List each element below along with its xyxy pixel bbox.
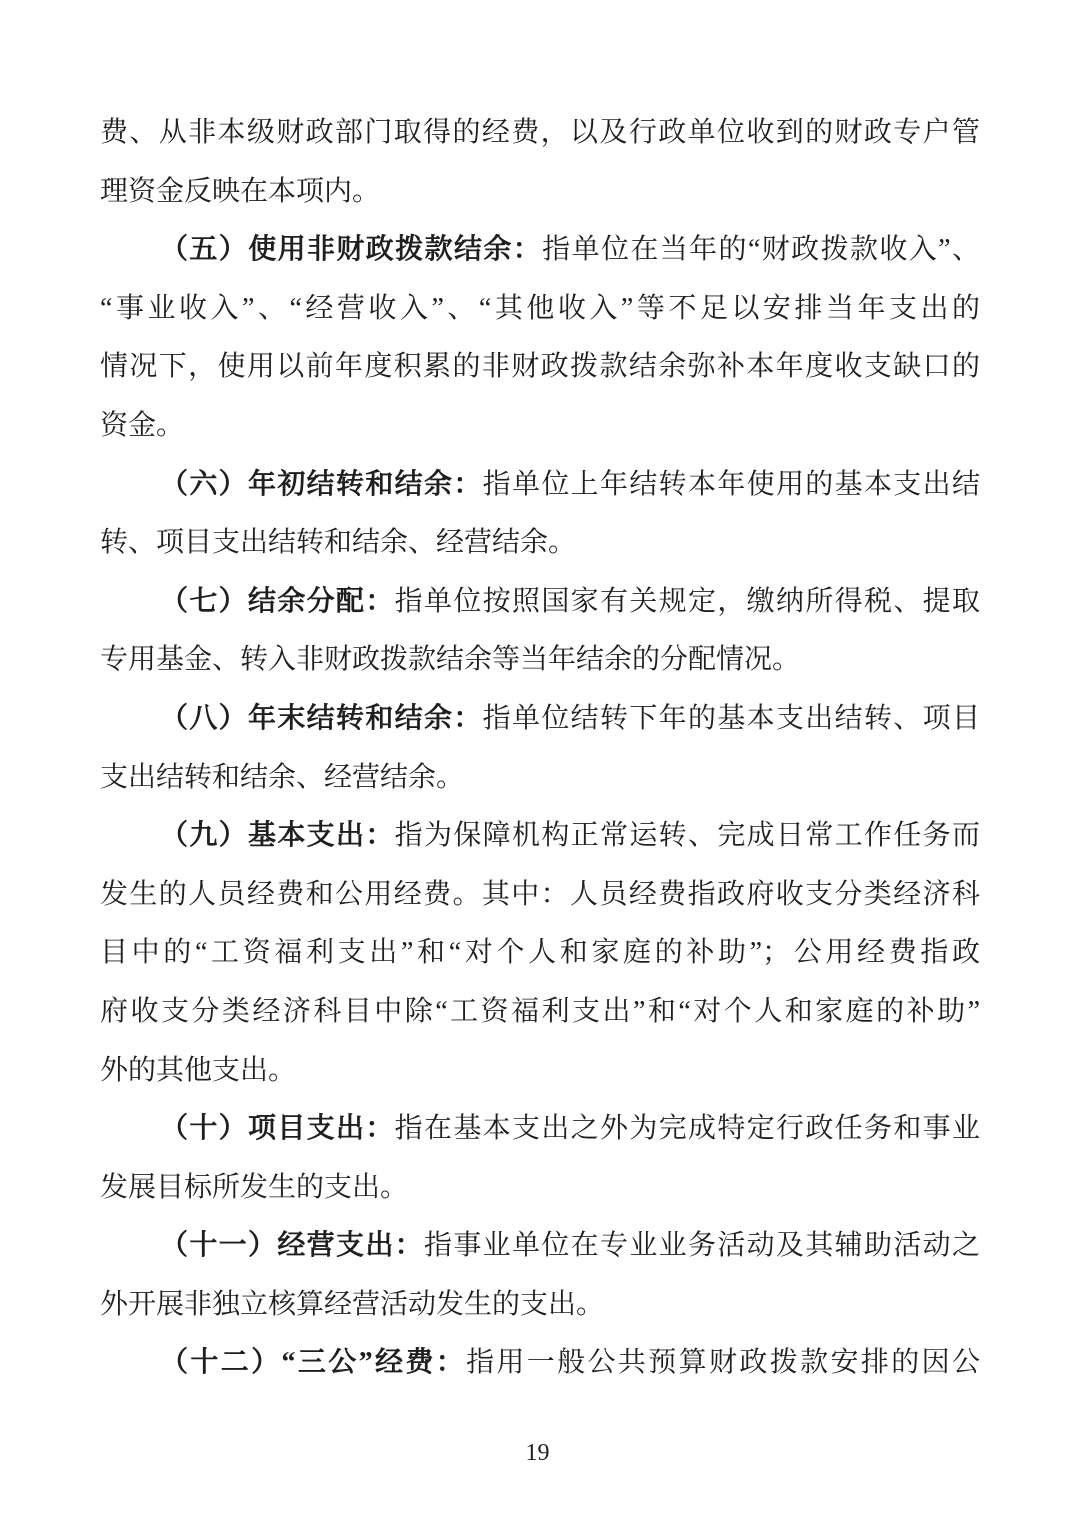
term-heading: （十一）经营支出： — [160, 1230, 424, 1262]
text-line: 资金。 — [100, 409, 185, 441]
page-number: 19 — [525, 1440, 550, 1466]
text-line: 发展目标所发生的支出。 — [100, 1171, 409, 1203]
document-body — [100, 104, 980, 1393]
text-line: 情况下，使用以前年度积累的非财政拨款结余弥补本年度收支缺口的 — [100, 351, 980, 383]
text-line: （十）项目支出：指在基本支出之外为完成特定行政任务和事业 — [160, 1113, 980, 1145]
term-heading: （八）年末结转和结余： — [160, 702, 483, 734]
text-line: （十一）经营支出：指事业单位在专业业务活动及其辅助活动之 — [160, 1230, 980, 1262]
text-line: 府收支分类经济科目中除“工资福利支出”和“对个人和家庭的补助” — [100, 995, 980, 1027]
term-heading: （十）项目支出： — [160, 1113, 395, 1145]
term-heading: （十二）“三公”经费： — [160, 1347, 467, 1379]
text-line: （十二）“三公”经费：指用一般公共预算财政拨款安排的因公 — [160, 1347, 980, 1379]
text-line: （八）年末结转和结余：指单位结转下年的基本支出结转、项目 — [160, 702, 980, 734]
term-heading: （七）结余分配： — [160, 585, 395, 617]
text-line: 费、从非本级财政部门取得的经费，以及行政单位收到的财政专户管 — [100, 117, 980, 148]
text-line: 转、项目支出结转和结余、经营结余。 — [100, 527, 577, 559]
text-line: 理资金反映在本项内。 — [100, 175, 381, 207]
text-line: 目中的“工资福利支出”和“对个人和家庭的补助”；公用经费指政 — [100, 937, 980, 969]
term-heading: （九）基本支出： — [160, 820, 395, 852]
text-line: 发生的人员经费和公用经费。其中：人员经费指政府收支分类经济科 — [100, 878, 980, 910]
term-heading: （五）使用非财政拨款结余： — [160, 234, 543, 266]
text-line: （七）结余分配：指单位按照国家有关规定，缴纳所得税、提取 — [160, 585, 980, 617]
text-line: 外开展非独立核算经营活动发生的支出。 — [100, 1288, 605, 1320]
text-line: 外的其他支出。 — [100, 1054, 297, 1086]
text-line: 支出结转和结余、经营结余。 — [100, 761, 465, 793]
text-line: （五）使用非财政拨款结余：指单位在当年的“财政拨款收入”、 — [160, 234, 980, 266]
text-line: “事业收入”、“经营收入”、“其他收入”等不足以安排当年支出的 — [100, 292, 980, 324]
term-heading: （六）年初结转和结余： — [160, 468, 483, 500]
text-line: （六）年初结转和结余：指单位上年结转本年使用的基本支出结 — [160, 468, 980, 500]
text-line: 专用基金、转入非财政拨款结余等当年结余的分配情况。 — [100, 644, 801, 676]
text-line: （九）基本支出：指为保障机构正常运转、完成日常工作任务而 — [160, 820, 980, 852]
